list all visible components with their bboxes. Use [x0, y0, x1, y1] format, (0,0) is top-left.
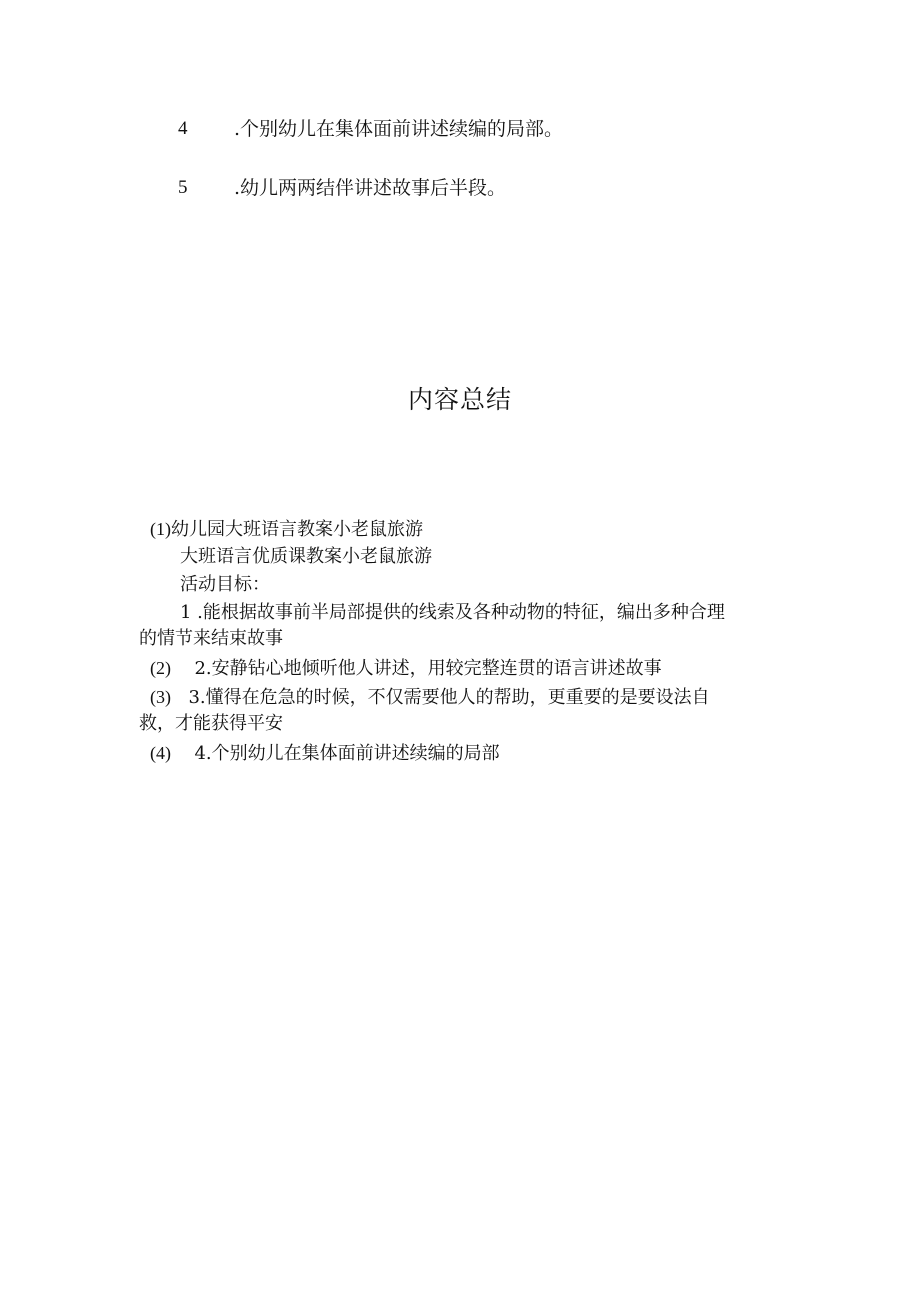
goal-1-line-2: 的情节来结束故事: [139, 628, 283, 649]
goal-heading: 活动目标：: [180, 574, 270, 595]
step-number: 5: [178, 177, 188, 198]
goal-1-line-1: 1 .能根据故事前半局部提供的线索及各种动物的特征，编出多种合理: [180, 602, 725, 623]
item-tag: (1): [150, 519, 171, 539]
item-text: 4.个别幼儿在集体面前讲述续编的局部: [194, 743, 500, 764]
step-text: .幼儿两两结伴讲述故事后半段。: [234, 177, 507, 199]
item-tag: (2): [150, 658, 171, 678]
summary-item-3-continued: 救，才能获得平安: [139, 713, 283, 734]
summary-item-3: [150, 685, 710, 710]
item-tag: (4): [150, 743, 171, 763]
step-number: 4: [178, 118, 188, 139]
summary-item-4: [150, 741, 500, 766]
course-title: 大班语言优质课教案小老鼠旅游: [180, 546, 432, 567]
item-text: 2.安静钻心地倾听他人讲述，用较完整连贯的语言讲述故事: [194, 658, 662, 679]
item-text: 3.懂得在危急的时候，不仅需要他人的帮助，更重要的是要设法自: [188, 687, 710, 708]
item-text: 幼儿园大班语言教案小老鼠旅游: [171, 519, 423, 540]
summary-title: 内容总结: [407, 385, 512, 414]
item-tag: (3): [150, 687, 171, 707]
step-text: .个别幼儿在集体面前讲述续编的局部。: [234, 118, 564, 140]
summary-item-2: [150, 656, 662, 681]
summary-item-1: [150, 517, 423, 542]
